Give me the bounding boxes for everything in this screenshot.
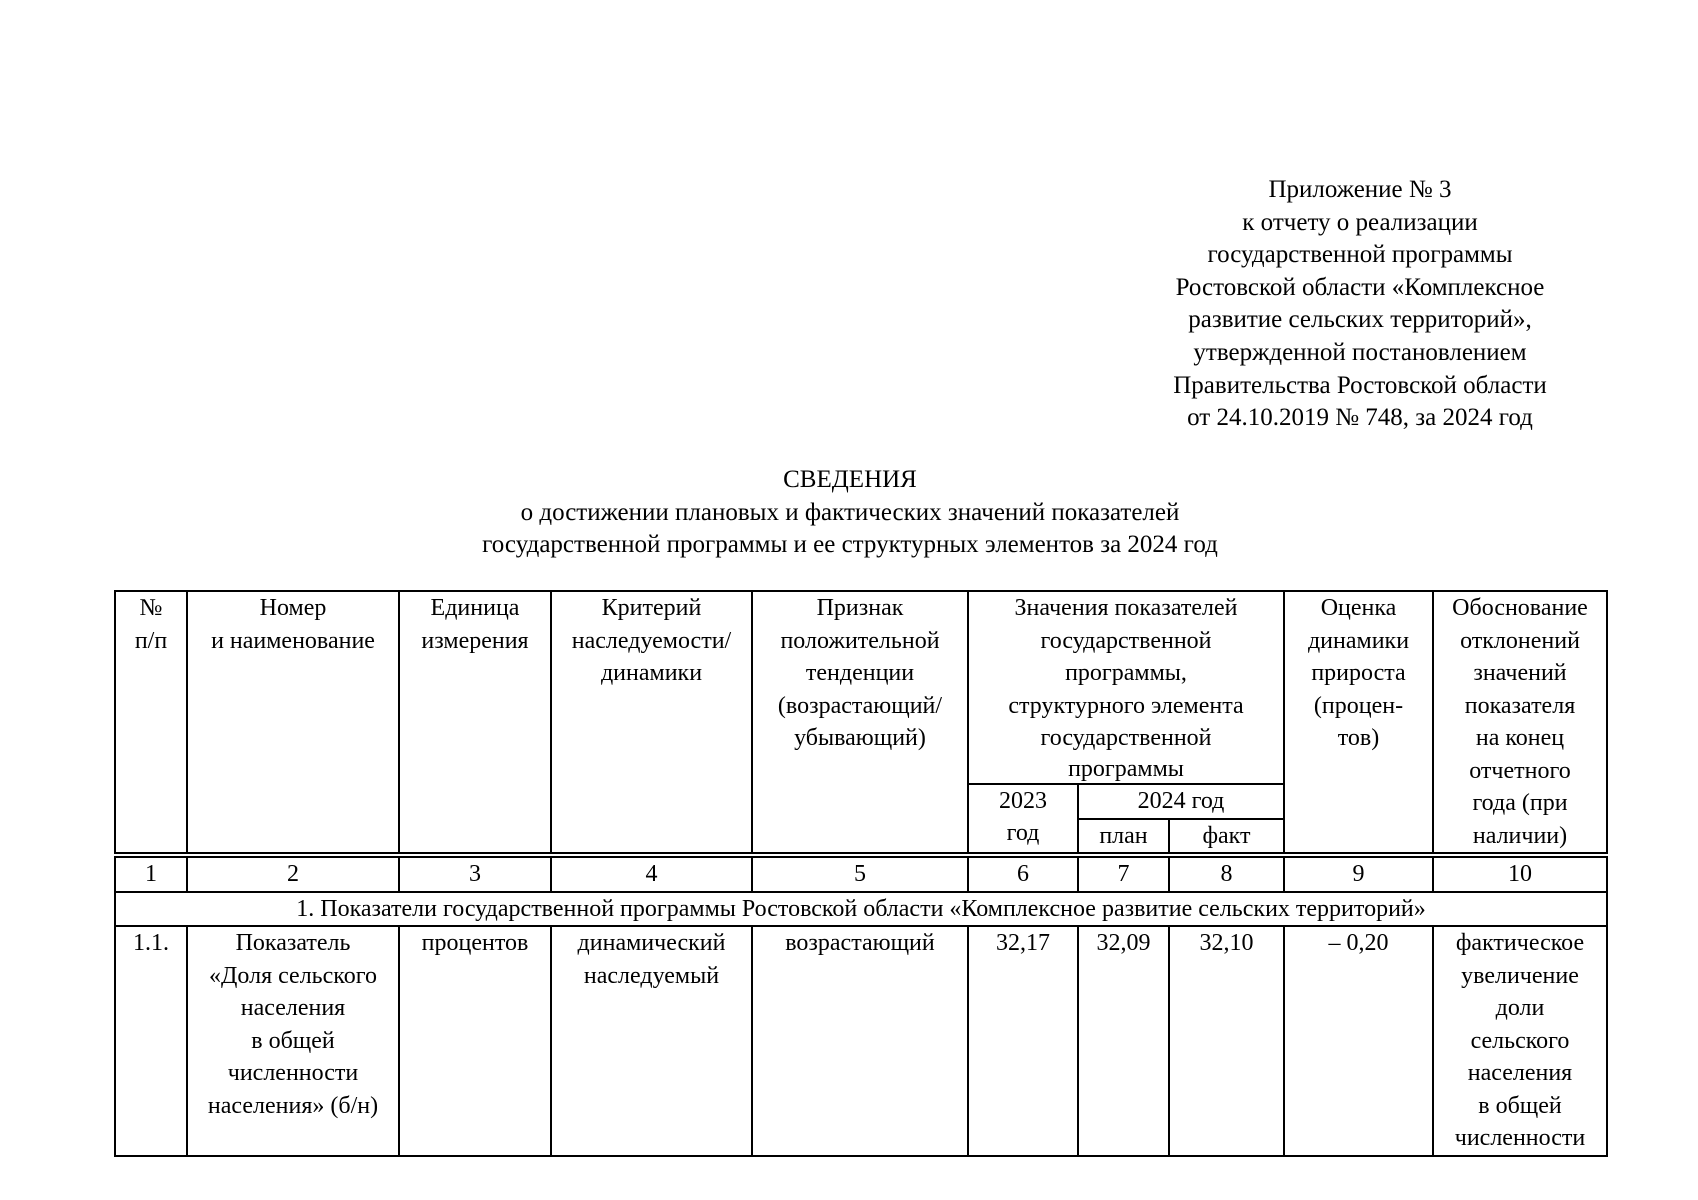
header-text: Обоснование	[1452, 595, 1588, 621]
header-unit	[399, 591, 551, 855]
header-text: (процен-	[1313, 692, 1404, 719]
header-criterion	[551, 591, 752, 855]
header-text: государственной	[1040, 725, 1212, 751]
appendix-line: утвержденной постановлением	[1193, 338, 1527, 366]
appendix-line: Приложение № 3	[1268, 176, 1452, 203]
row-criterion-line: наследуемый	[583, 962, 720, 989]
document-title: СВЕДЕНИЯ	[783, 466, 917, 493]
table-header-row	[115, 591, 1607, 784]
row-assessment: – 0,20	[1284, 926, 1433, 1156]
header-text: (возрастающий/	[777, 692, 943, 719]
header-text: тов)	[1337, 725, 1380, 751]
row-criterion-line: динамический	[577, 930, 726, 956]
column-number: 5	[752, 855, 968, 892]
header-plan: план	[1078, 819, 1169, 856]
column-number: 10	[1433, 855, 1607, 892]
header-text: положительной	[780, 627, 940, 654]
header-text: значений	[1473, 660, 1567, 686]
indicators-table	[114, 590, 1608, 1157]
header-year-2024: 2024 год	[1078, 784, 1284, 819]
header-assessment	[1284, 591, 1433, 855]
header-text: №	[139, 595, 163, 621]
appendix-block	[1080, 174, 1640, 435]
section-title: 1. Показатели государственной программы Ростовской области «Комплексное развитие сельских территорий»	[115, 892, 1607, 927]
row-justification-line: численности	[1454, 1125, 1586, 1151]
header-text: Номер	[259, 595, 327, 621]
table-row	[115, 926, 1607, 1156]
column-numbers-row	[115, 855, 1607, 892]
column-number: 2	[187, 855, 399, 892]
column-number: 7	[1078, 855, 1169, 892]
row-plan-2024: 32,09	[1078, 926, 1169, 1156]
header-text: п/п	[134, 627, 168, 654]
header-text: Критерий	[601, 595, 702, 621]
row-justification-line: доли	[1495, 995, 1545, 1021]
row-justification-line: в общей	[1478, 1092, 1562, 1119]
header-text: измерения	[421, 627, 529, 654]
row-fact-2024: 32,10	[1169, 926, 1284, 1156]
row-name-line: численности	[227, 1060, 359, 1086]
column-number: 3	[399, 855, 551, 892]
row-name	[187, 926, 399, 1156]
header-values	[968, 591, 1284, 784]
header-text: государственной	[1040, 627, 1212, 654]
header-text: убывающий)	[794, 725, 926, 751]
header-justification	[1433, 591, 1607, 855]
column-number: 1	[115, 855, 187, 892]
header-text: наличии)	[1472, 822, 1568, 849]
header-text: отчетного	[1469, 757, 1571, 784]
appendix-line: Ростовской области «Комплексное	[1175, 273, 1545, 301]
header-year-2023	[968, 784, 1078, 856]
row-name-line: населения	[240, 995, 346, 1021]
appendix-line: от 24.10.2019 № 748, за 2024 год	[1187, 404, 1533, 432]
row-value-2023: 32,17	[968, 926, 1078, 1156]
header-fact: факт	[1169, 819, 1284, 856]
header-text: Значения показателей	[1014, 595, 1238, 621]
header-text: тенденции	[805, 660, 915, 686]
column-number: 6	[968, 855, 1078, 892]
header-text: на конец	[1475, 725, 1565, 751]
appendix-line: государственной программы	[1207, 241, 1513, 269]
header-text: год	[1006, 820, 1040, 846]
column-number: 9	[1284, 855, 1433, 892]
row-criterion	[551, 926, 752, 1156]
appendix-line: Правительства Ростовской области	[1173, 371, 1547, 399]
header-trend	[752, 591, 968, 855]
appendix-line: к отчету о реализации	[1242, 208, 1478, 236]
header-text: динамики	[1307, 627, 1410, 654]
row-name-line: Показатель	[235, 930, 351, 956]
column-number: 8	[1169, 855, 1284, 892]
header-text: и наименование	[211, 627, 375, 654]
row-trend: возрастающий	[752, 926, 968, 1156]
header-text: 2023	[999, 787, 1047, 814]
header-text: динамики	[600, 660, 703, 686]
document-subtitle-line: государственной программы и ее структурных элементов за 2024 год	[482, 531, 1218, 559]
header-text: программы	[1068, 755, 1184, 782]
header-text: года (при	[1472, 790, 1568, 816]
row-justification-line: увеличение	[1461, 962, 1579, 989]
header-text: показателя	[1464, 692, 1576, 719]
section-row	[115, 892, 1607, 927]
document-heading	[300, 464, 1400, 562]
header-text: структурного элемента	[1008, 692, 1244, 719]
document-subtitle-line: о достижении плановых и фактических значений показателей	[520, 498, 1180, 526]
row-justification-line: населения	[1467, 1060, 1573, 1086]
header-text: прироста	[1311, 660, 1406, 686]
row-name-line: населения» (б/н)	[207, 1092, 379, 1119]
row-name-line: «Доля сельского	[209, 962, 377, 989]
header-name	[187, 591, 399, 855]
row-name-line: в общей	[251, 1027, 335, 1054]
row-num: 1.1.	[115, 926, 187, 1156]
header-text: отклонений	[1460, 627, 1580, 654]
row-justification-line: фактическое	[1455, 930, 1585, 956]
row-justification	[1433, 926, 1607, 1156]
header-num	[115, 591, 187, 855]
row-unit: процентов	[399, 926, 551, 1156]
appendix-line: развитие сельских территорий»,	[1188, 306, 1532, 334]
header-text: Признак	[816, 595, 904, 621]
header-text: Оценка	[1320, 595, 1397, 621]
column-number: 4	[551, 855, 752, 892]
header-text: наследуемости/	[571, 627, 732, 654]
header-text: программы,	[1065, 660, 1187, 686]
row-justification-line: сельского	[1470, 1027, 1570, 1054]
header-text: Единица	[430, 595, 520, 621]
